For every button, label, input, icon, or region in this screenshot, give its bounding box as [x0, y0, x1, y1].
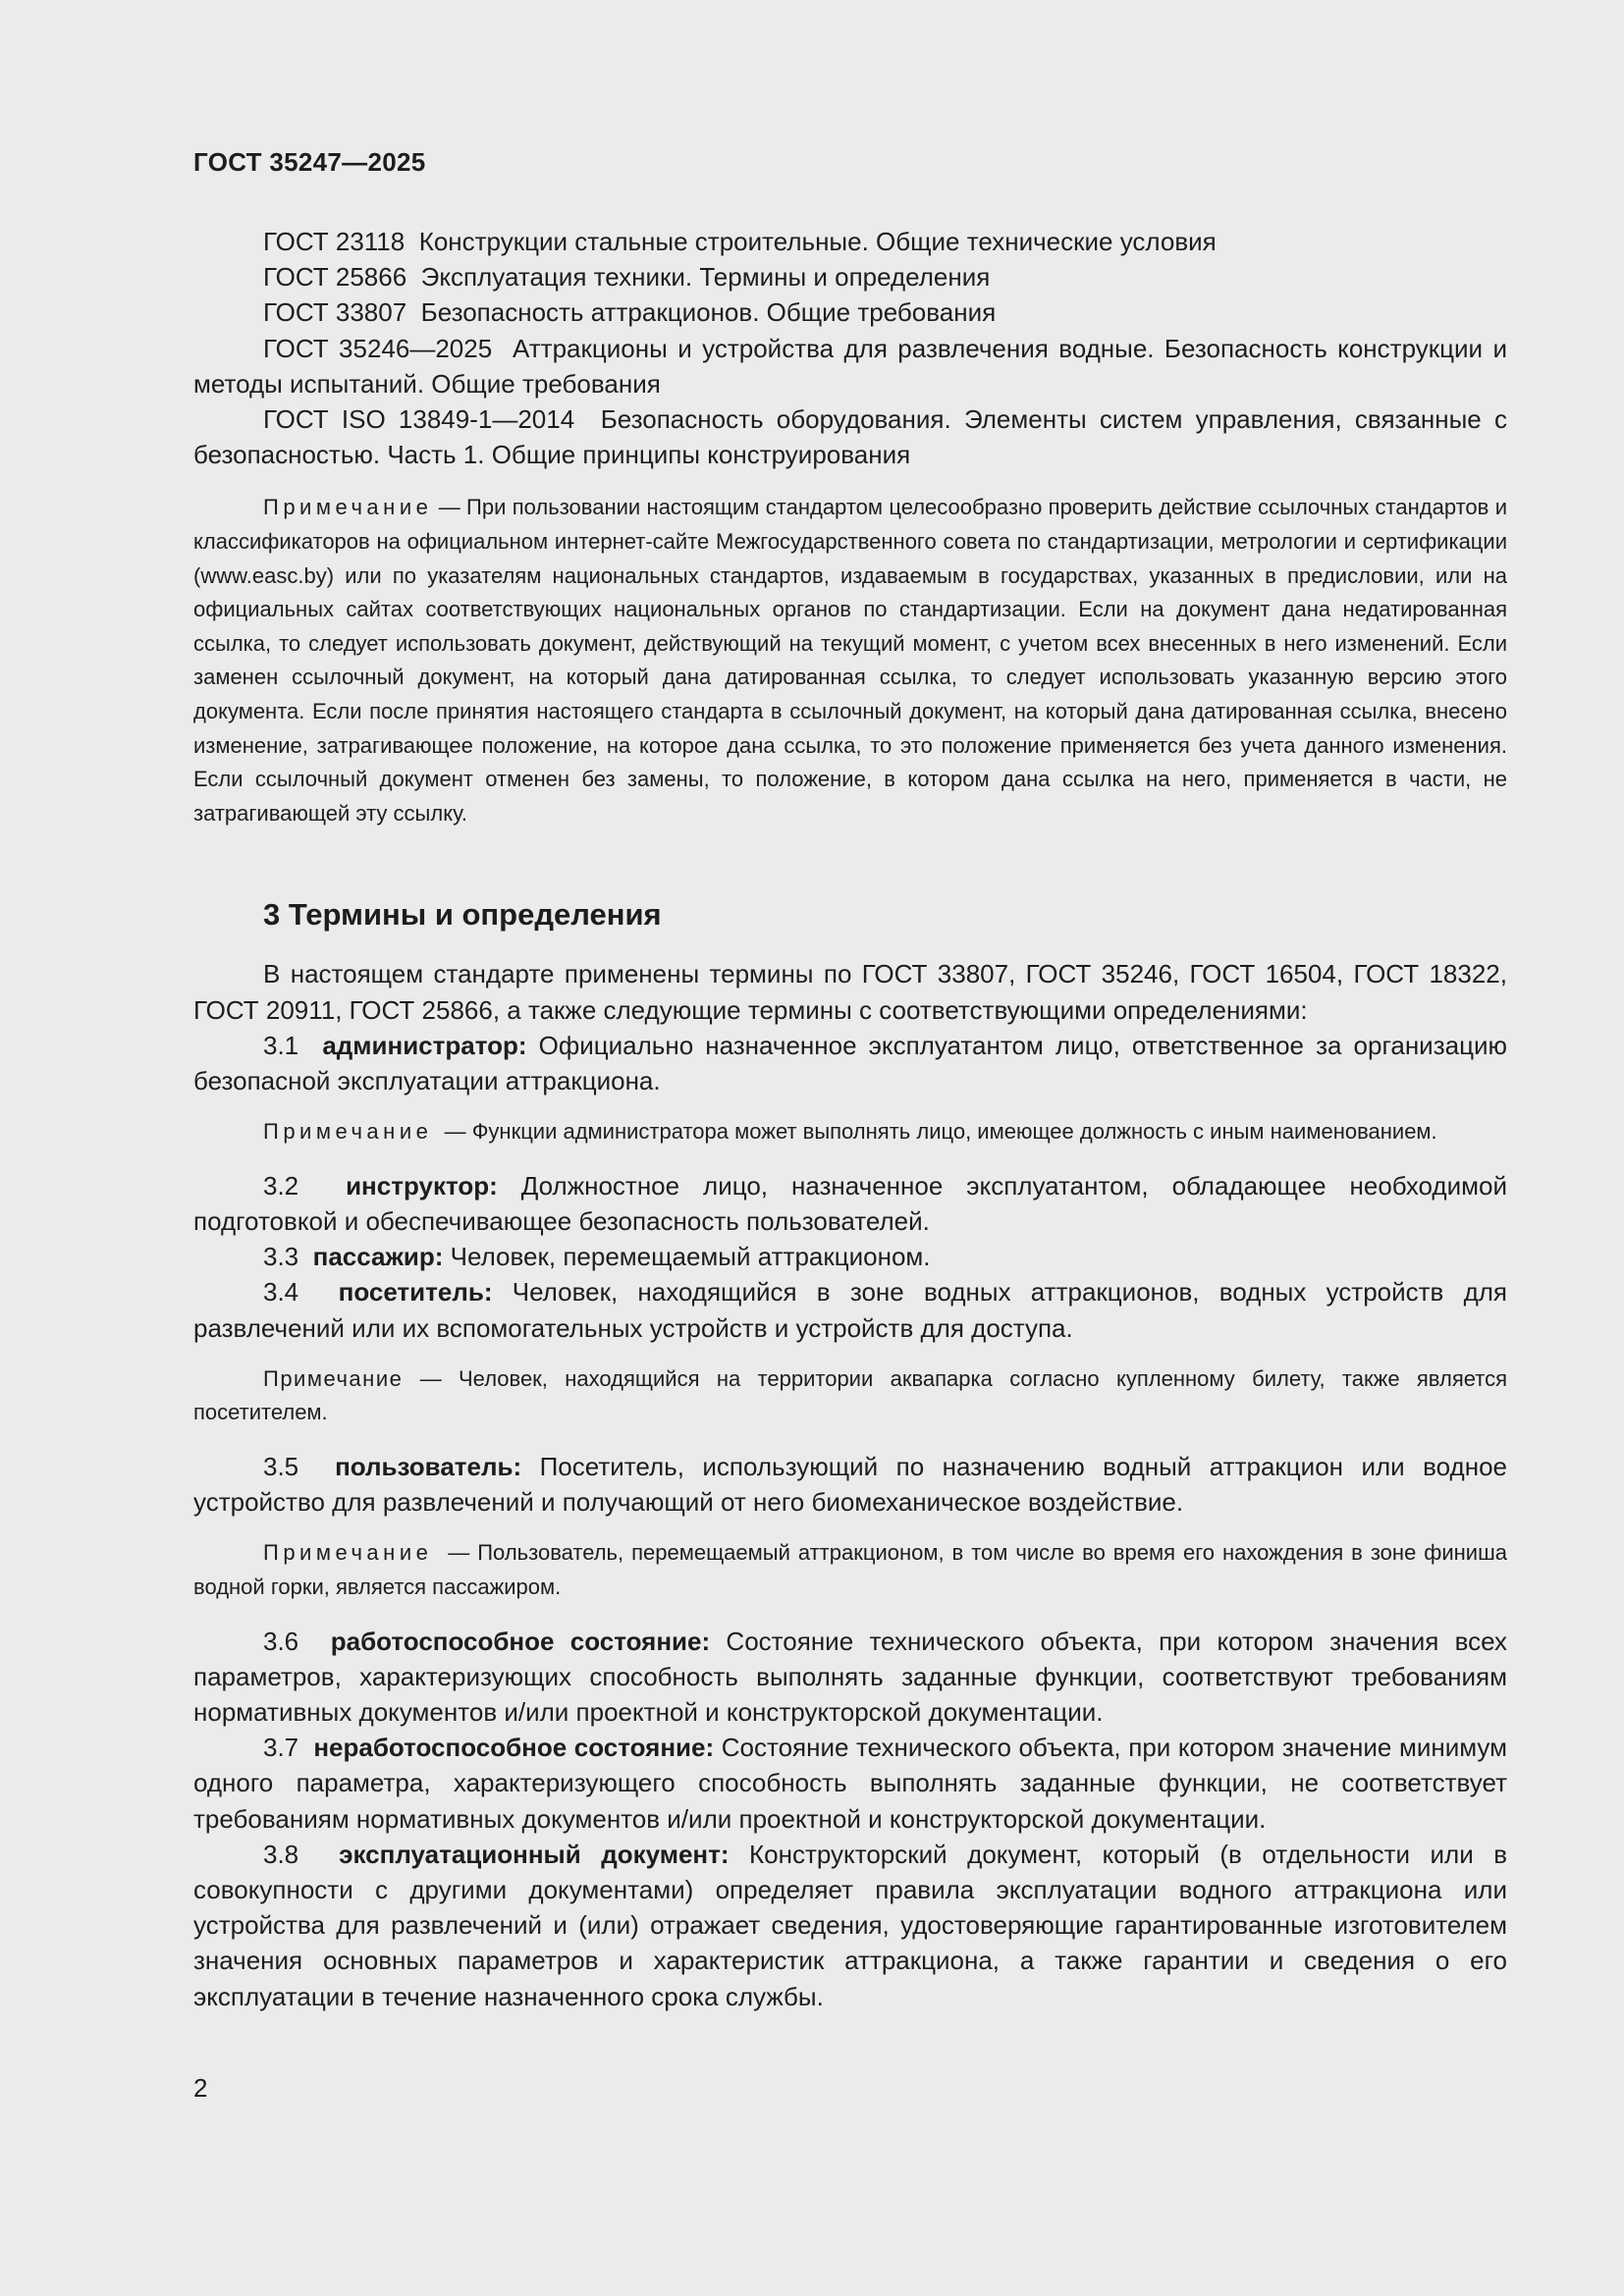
term-number: 3.8: [263, 1839, 299, 1869]
term-number: 3.4: [263, 1277, 299, 1308]
term-name: пользователь:: [335, 1451, 522, 1481]
term-definition: Состояние технического объекта, при котором значение минимум одного параметра, характеризующего способность выполнять заданные функции, не соответствует требованиям нормативных документов и/или проектной и конструкторской документации.: [193, 1733, 1507, 1834]
term-note: [193, 1362, 1507, 1430]
reference-title: Безопасность оборудования. Элементы систем управления, связанные с безопасностью. Часть 1. Общие принципы конструирования: [193, 404, 1508, 470]
term-definition: Официально назначенное эксплуатантом лицо, ответственное за организацию безопасной эксплуатации аттракциона.: [193, 1030, 1507, 1095]
term-name: инструктор:: [346, 1170, 498, 1201]
term-item: [193, 1239, 1507, 1274]
reference-item: [193, 331, 1507, 401]
term-name: работоспособное состояние:: [330, 1626, 711, 1656]
term-definition: Состояние технического объекта, при котором значения всех параметров, характеризующих способность выполнять заданные функции, соответствуют требованиям нормативных документов и/или проектной и конструкторской документации.: [193, 1626, 1507, 1727]
term-name: посетитель:: [338, 1277, 493, 1308]
reference-code: ГОСТ 25866: [263, 262, 407, 293]
section-intro: В настоящем стандарте применены термины по ГОСТ 33807, ГОСТ 35246, ГОСТ 16504, ГОСТ 18322, ГОСТ 20911, ГОСТ 25866, а также следующие термины с соответствующими определениями:: [193, 959, 1507, 1025]
term-item: [193, 1168, 1507, 1239]
reference-item: [193, 259, 1507, 294]
term-name: пассажир:: [312, 1242, 444, 1272]
reference-title: Безопасность аттракционов. Общие требования: [420, 297, 997, 328]
term-number: 3.3: [263, 1242, 299, 1272]
term-definition: Должностное лицо, назначенное эксплуатантом, обладающее необходимой подготовкой и обеспечивающее безопасность пользователей.: [193, 1170, 1507, 1236]
term-name: администратор:: [322, 1030, 527, 1060]
reference-item: [193, 224, 1507, 259]
references-list: [193, 224, 1507, 472]
term-note: [193, 1115, 1507, 1149]
note-label: Примечание: [263, 1540, 433, 1566]
note-label: Примечание: [263, 495, 433, 520]
term-item: [193, 1624, 1507, 1731]
term-item: [193, 1730, 1507, 1837]
reference-title: Эксплуатация техники. Термины и определения: [420, 262, 991, 293]
note-label: Примечание: [263, 1365, 404, 1391]
term-note: [193, 1536, 1507, 1604]
term-number: 3.6: [263, 1626, 299, 1656]
note-text: — При пользовании настоящим стандартом целесообразно проверить действие ссылочных стандартов и классификаторов на официальном интернет-сайте Межгосударственного совета по стандартизации, метрологии и сертификации (www.easc.by) или по указателям национальных стандартов, издаваемым в государствах, указанных в предисловии, или на официальных сайтах соответствующих национальных органов по стандартизации. Если на документ дана недатированная ссылка, то следует использовать документ, действующий на текущий момент, с учетом всех внесенных в него изменений. Если заменен ссылочный документ, на который дана датированная ссылка, то следует использовать указанную версию этого документа. Если после принятия настоящего стандарта в ссылочный документ, на который дана датированная ссылка, внесено изменение, затрагивающее положение, на которое дана ссылка, то это положение применяется без учета данного изменения. Если ссылочный документ отменен без замены, то положение, в котором дана ссылка на него, применяется в части, не затрагивающей эту ссылку.: [193, 495, 1507, 826]
page-number: 2: [193, 2073, 208, 2103]
note-text: — Человек, находящийся на территории аквапарка согласно купленному билету, также является посетителем.: [193, 1365, 1507, 1425]
term-definition: Человек, находящийся в зоне водных аттракционов, водных устройств для развлечений или их вспомогательных устройств и устройств для доступа.: [193, 1277, 1508, 1343]
note-label: Примечание: [263, 1119, 433, 1145]
reference-code: ГОСТ 23118: [263, 227, 406, 256]
reference-item: [193, 401, 1507, 472]
document-header: ГОСТ 35247—2025: [193, 147, 426, 177]
reference-code: ГОСТ 33807: [263, 297, 407, 328]
term-item: [193, 1274, 1507, 1345]
reference-title: Конструкции стальные строительные. Общие технические условия: [418, 227, 1217, 256]
note-text: — Функции администратора может выполнять лицо, имеющее должность с иным наименованием.: [444, 1119, 1437, 1145]
term-item: [193, 1837, 1507, 2014]
term-item: [193, 1028, 1507, 1098]
term-name: неработоспособное состояние:: [313, 1733, 715, 1763]
page-content: [193, 224, 1507, 2014]
term-number: 3.7: [263, 1733, 299, 1763]
term-number: 3.5: [263, 1451, 299, 1481]
term-definition: Конструкторский документ, который (в отдельности или в совокупности с другими документами) определяет правила эксплуатации водного аттракциона или устройства для развлечений и (или) отражает сведения, удостоверяющие гарантированные изготовителем значения основных параметров и характеристик аттракциона, а также гарантии и сведения о его эксплуатации в течение назначенного срока службы.: [193, 1839, 1508, 2011]
reference-item: [193, 294, 1507, 330]
reference-code: ГОСТ 35246—2025: [263, 333, 493, 363]
reference-code: ГОСТ ISO 13849-1—2014: [263, 404, 575, 435]
term-name: эксплуатационный документ:: [339, 1839, 730, 1869]
term-definition: Посетитель, использующий по назначению водный аттракцион или водное устройство для развлечений и получающий от него биомеханическое воздействие.: [193, 1451, 1507, 1518]
references-note: [193, 491, 1507, 830]
term-item: [193, 1449, 1507, 1520]
note-text: — Пользователь, перемещаемый аттракционом, в том числе во время его нахождения в зоне финиша водной горки, является пассажиром.: [193, 1540, 1507, 1599]
term-number: 3.2: [263, 1170, 299, 1201]
term-definition: Человек, перемещаемый аттракционом.: [450, 1242, 931, 1272]
reference-title: Аттракционы и устройства для развлечения водные. Безопасность конструкции и методы испытаний. Общие требования: [193, 333, 1507, 399]
section-title: 3 Термины и определения: [263, 897, 662, 933]
term-number: 3.1: [263, 1030, 299, 1060]
